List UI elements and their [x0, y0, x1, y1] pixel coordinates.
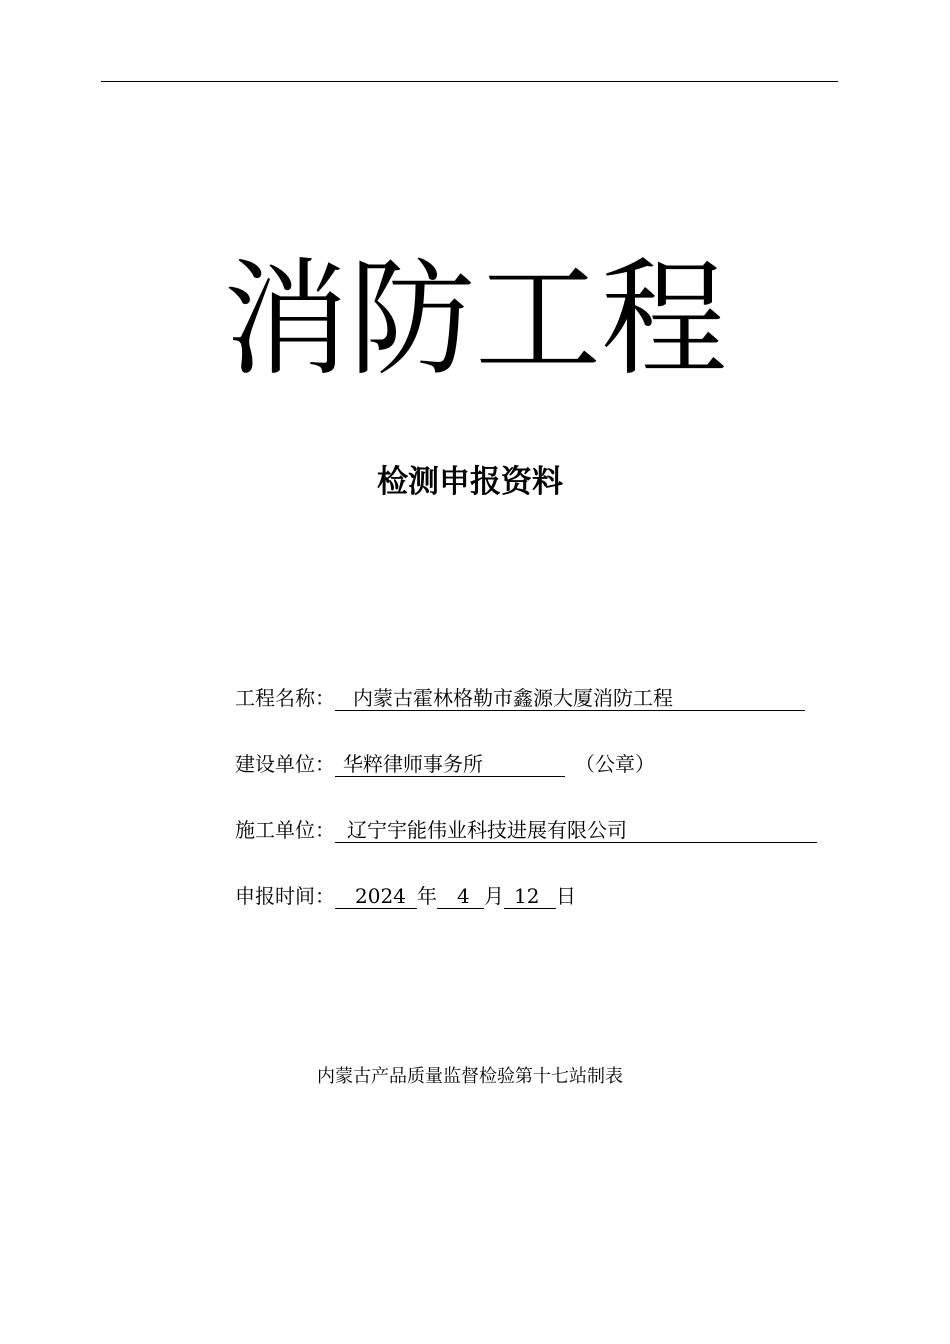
year-value: 2024 [335, 884, 417, 909]
builder-label: 建设单位： [235, 752, 335, 776]
official-seal-note: （公章） [575, 752, 655, 776]
submission-date-row [235, 881, 576, 911]
day-unit: 日 [556, 884, 576, 908]
builder-row [235, 749, 655, 779]
builder-value: 华粹律师事务所 [335, 752, 565, 777]
constructor-label: 施工单位： [235, 818, 335, 842]
top-rule [101, 81, 838, 82]
project-name-row [235, 683, 805, 713]
document-title: 消防工程 [223, 246, 727, 393]
month-unit: 月 [484, 884, 504, 908]
project-name-value: 内蒙古霍林格勒市鑫源大厦消防工程 [335, 686, 805, 711]
month-value: 4 [437, 884, 484, 909]
document-subtitle: 检测申报资料 [377, 464, 563, 500]
submission-date-label: 申报时间： [235, 884, 335, 908]
constructor-value: 辽宁宇能伟业科技进展有限公司 [335, 818, 817, 843]
issuer-footer: 内蒙古产品质量监督检验第十七站制表 [317, 1066, 623, 1087]
constructor-row [235, 815, 817, 845]
project-name-label: 工程名称： [235, 686, 335, 710]
day-value: 12 [504, 884, 556, 909]
year-unit: 年 [417, 884, 437, 908]
